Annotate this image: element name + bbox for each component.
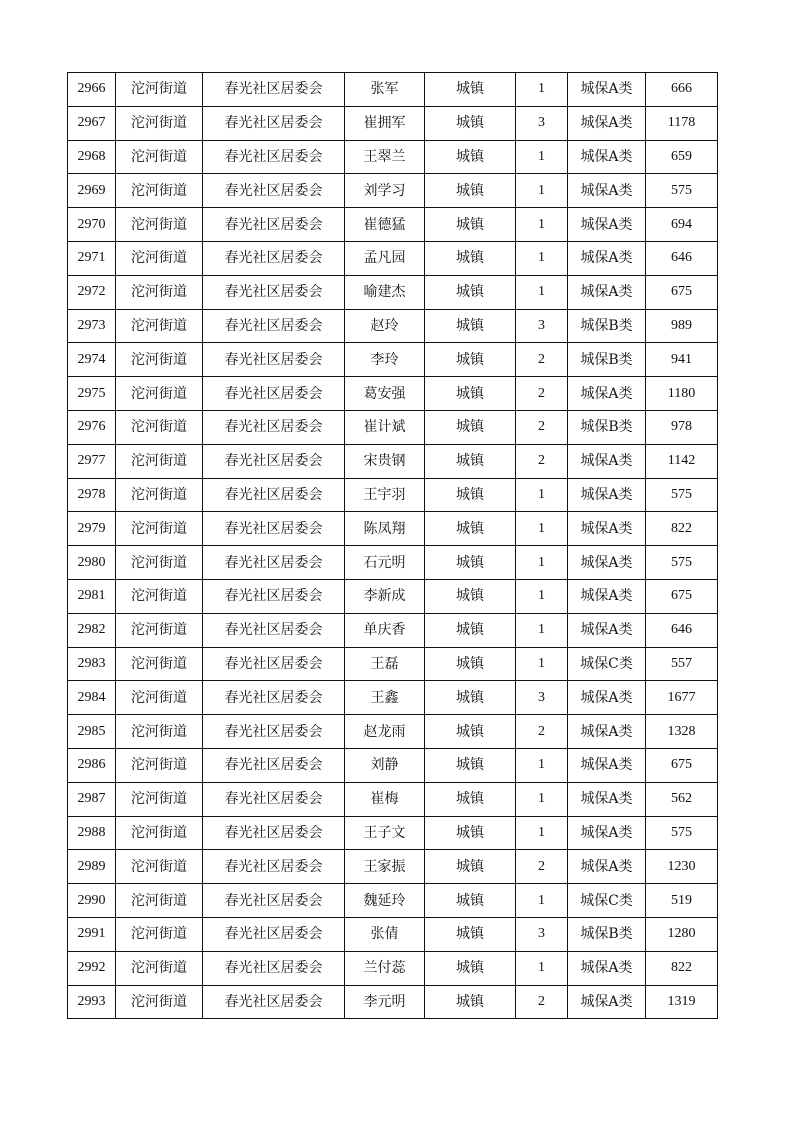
community-cell: 春光社区居委会 (203, 715, 345, 749)
row-number-cell: 2984 (68, 681, 116, 715)
category-cell: 城保A类 (568, 748, 646, 782)
category-cell: 城保A类 (568, 579, 646, 613)
table-row (68, 951, 718, 985)
member-count-cell: 1 (516, 275, 568, 309)
household-type-cell: 城镇 (425, 917, 516, 951)
community-cell: 春光社区居委会 (203, 275, 345, 309)
household-type-cell: 城镇 (425, 850, 516, 884)
community-cell: 春光社区居委会 (203, 478, 345, 512)
table-row (68, 647, 718, 681)
amount-cell: 646 (646, 613, 718, 647)
category-cell: 城保C类 (568, 647, 646, 681)
member-count-cell: 1 (516, 208, 568, 242)
member-count-cell: 1 (516, 613, 568, 647)
household-type-cell: 城镇 (425, 241, 516, 275)
category-cell: 城保A类 (568, 816, 646, 850)
table-row (68, 816, 718, 850)
amount-cell: 519 (646, 884, 718, 918)
street-cell: 沱河街道 (116, 951, 203, 985)
category-cell: 城保C类 (568, 884, 646, 918)
name-cell: 张倩 (345, 917, 425, 951)
name-cell: 葛安强 (345, 377, 425, 411)
row-number-cell: 2988 (68, 816, 116, 850)
member-count-cell: 2 (516, 985, 568, 1019)
category-cell: 城保A类 (568, 106, 646, 140)
name-cell: 赵龙雨 (345, 715, 425, 749)
member-count-cell: 1 (516, 884, 568, 918)
member-count-cell: 1 (516, 579, 568, 613)
member-count-cell: 3 (516, 681, 568, 715)
row-number-cell: 2985 (68, 715, 116, 749)
row-number-cell: 2977 (68, 444, 116, 478)
category-cell: 城保A类 (568, 444, 646, 478)
table-row (68, 782, 718, 816)
street-cell: 沱河街道 (116, 579, 203, 613)
category-cell: 城保B类 (568, 410, 646, 444)
amount-cell: 675 (646, 275, 718, 309)
household-type-cell: 城镇 (425, 106, 516, 140)
table-row (68, 917, 718, 951)
table-row (68, 884, 718, 918)
row-number-cell: 2972 (68, 275, 116, 309)
name-cell: 王家振 (345, 850, 425, 884)
name-cell: 喻建杰 (345, 275, 425, 309)
category-cell: 城保A类 (568, 715, 646, 749)
community-cell: 春光社区居委会 (203, 73, 345, 107)
name-cell: 崔拥军 (345, 106, 425, 140)
category-cell: 城保A类 (568, 512, 646, 546)
table-row (68, 410, 718, 444)
street-cell: 沱河街道 (116, 715, 203, 749)
amount-cell: 1230 (646, 850, 718, 884)
street-cell: 沱河街道 (116, 377, 203, 411)
category-cell: 城保B类 (568, 917, 646, 951)
row-number-cell: 2968 (68, 140, 116, 174)
amount-cell: 1280 (646, 917, 718, 951)
member-count-cell: 1 (516, 73, 568, 107)
household-type-cell: 城镇 (425, 715, 516, 749)
amount-cell: 675 (646, 579, 718, 613)
row-number-cell: 2991 (68, 917, 116, 951)
amount-cell: 1328 (646, 715, 718, 749)
name-cell: 崔德猛 (345, 208, 425, 242)
street-cell: 沱河街道 (116, 444, 203, 478)
amount-cell: 989 (646, 309, 718, 343)
member-count-cell: 1 (516, 174, 568, 208)
household-type-cell: 城镇 (425, 140, 516, 174)
community-cell: 春光社区居委会 (203, 850, 345, 884)
member-count-cell: 2 (516, 444, 568, 478)
street-cell: 沱河街道 (116, 410, 203, 444)
category-cell: 城保A类 (568, 275, 646, 309)
amount-cell: 562 (646, 782, 718, 816)
street-cell: 沱河街道 (116, 816, 203, 850)
amount-cell: 1178 (646, 106, 718, 140)
amount-cell: 675 (646, 748, 718, 782)
member-count-cell: 1 (516, 241, 568, 275)
table-row (68, 174, 718, 208)
amount-cell: 666 (646, 73, 718, 107)
table-row (68, 444, 718, 478)
amount-cell: 822 (646, 512, 718, 546)
category-cell: 城保A类 (568, 377, 646, 411)
community-cell: 春光社区居委会 (203, 917, 345, 951)
household-type-cell: 城镇 (425, 343, 516, 377)
row-number-cell: 2976 (68, 410, 116, 444)
table-row (68, 850, 718, 884)
amount-cell: 694 (646, 208, 718, 242)
member-count-cell: 1 (516, 647, 568, 681)
community-cell: 春光社区居委会 (203, 343, 345, 377)
row-number-cell: 2993 (68, 985, 116, 1019)
community-cell: 春光社区居委会 (203, 377, 345, 411)
roster-table (67, 72, 718, 1019)
category-cell: 城保A类 (568, 478, 646, 512)
street-cell: 沱河街道 (116, 917, 203, 951)
category-cell: 城保A类 (568, 782, 646, 816)
table-row (68, 241, 718, 275)
row-number-cell: 2974 (68, 343, 116, 377)
amount-cell: 941 (646, 343, 718, 377)
name-cell: 刘静 (345, 748, 425, 782)
name-cell: 李玲 (345, 343, 425, 377)
household-type-cell: 城镇 (425, 444, 516, 478)
member-count-cell: 3 (516, 309, 568, 343)
name-cell: 王磊 (345, 647, 425, 681)
amount-cell: 575 (646, 546, 718, 580)
street-cell: 沱河街道 (116, 140, 203, 174)
category-cell: 城保A类 (568, 951, 646, 985)
street-cell: 沱河街道 (116, 782, 203, 816)
street-cell: 沱河街道 (116, 647, 203, 681)
amount-cell: 1677 (646, 681, 718, 715)
street-cell: 沱河街道 (116, 613, 203, 647)
name-cell: 王子文 (345, 816, 425, 850)
name-cell: 王翠兰 (345, 140, 425, 174)
street-cell: 沱河街道 (116, 106, 203, 140)
community-cell: 春光社区居委会 (203, 106, 345, 140)
table-row (68, 309, 718, 343)
community-cell: 春光社区居委会 (203, 140, 345, 174)
amount-cell: 1142 (646, 444, 718, 478)
street-cell: 沱河街道 (116, 478, 203, 512)
community-cell: 春光社区居委会 (203, 444, 345, 478)
member-count-cell: 1 (516, 748, 568, 782)
community-cell: 春光社区居委会 (203, 782, 345, 816)
row-number-cell: 2979 (68, 512, 116, 546)
household-type-cell: 城镇 (425, 208, 516, 242)
row-number-cell: 2975 (68, 377, 116, 411)
category-cell: 城保A类 (568, 241, 646, 275)
household-type-cell: 城镇 (425, 579, 516, 613)
row-number-cell: 2982 (68, 613, 116, 647)
street-cell: 沱河街道 (116, 73, 203, 107)
household-type-cell: 城镇 (425, 309, 516, 343)
member-count-cell: 2 (516, 377, 568, 411)
category-cell: 城保A类 (568, 174, 646, 208)
table-row (68, 512, 718, 546)
amount-cell: 659 (646, 140, 718, 174)
member-count-cell: 1 (516, 478, 568, 512)
household-type-cell: 城镇 (425, 782, 516, 816)
street-cell: 沱河街道 (116, 174, 203, 208)
name-cell: 陈凤翔 (345, 512, 425, 546)
household-type-cell: 城镇 (425, 816, 516, 850)
street-cell: 沱河街道 (116, 884, 203, 918)
table-row (68, 546, 718, 580)
category-cell: 城保A类 (568, 681, 646, 715)
row-number-cell: 2992 (68, 951, 116, 985)
table-row (68, 140, 718, 174)
community-cell: 春光社区居委会 (203, 241, 345, 275)
category-cell: 城保A类 (568, 208, 646, 242)
row-number-cell: 2980 (68, 546, 116, 580)
community-cell: 春光社区居委会 (203, 647, 345, 681)
member-count-cell: 1 (516, 951, 568, 985)
household-type-cell: 城镇 (425, 174, 516, 208)
household-type-cell: 城镇 (425, 951, 516, 985)
table-row (68, 73, 718, 107)
row-number-cell: 2967 (68, 106, 116, 140)
table-row (68, 478, 718, 512)
category-cell: 城保A类 (568, 613, 646, 647)
community-cell: 春光社区居委会 (203, 613, 345, 647)
household-type-cell: 城镇 (425, 884, 516, 918)
name-cell: 孟凡园 (345, 241, 425, 275)
category-cell: 城保A类 (568, 73, 646, 107)
amount-cell: 1319 (646, 985, 718, 1019)
street-cell: 沱河街道 (116, 546, 203, 580)
amount-cell: 646 (646, 241, 718, 275)
table-row (68, 748, 718, 782)
name-cell: 张军 (345, 73, 425, 107)
street-cell: 沱河街道 (116, 241, 203, 275)
name-cell: 王宇羽 (345, 478, 425, 512)
row-number-cell: 2969 (68, 174, 116, 208)
member-count-cell: 1 (516, 816, 568, 850)
household-type-cell: 城镇 (425, 985, 516, 1019)
table-row (68, 681, 718, 715)
name-cell: 宋贵钢 (345, 444, 425, 478)
household-type-cell: 城镇 (425, 410, 516, 444)
community-cell: 春光社区居委会 (203, 816, 345, 850)
member-count-cell: 2 (516, 410, 568, 444)
community-cell: 春光社区居委会 (203, 208, 345, 242)
household-type-cell: 城镇 (425, 748, 516, 782)
row-number-cell: 2978 (68, 478, 116, 512)
community-cell: 春光社区居委会 (203, 681, 345, 715)
category-cell: 城保A类 (568, 985, 646, 1019)
name-cell: 石元明 (345, 546, 425, 580)
street-cell: 沱河街道 (116, 309, 203, 343)
street-cell: 沱河街道 (116, 208, 203, 242)
household-type-cell: 城镇 (425, 478, 516, 512)
row-number-cell: 2986 (68, 748, 116, 782)
table-row (68, 275, 718, 309)
row-number-cell: 2971 (68, 241, 116, 275)
household-type-cell: 城镇 (425, 512, 516, 546)
table-row (68, 106, 718, 140)
name-cell: 魏延玲 (345, 884, 425, 918)
amount-cell: 1180 (646, 377, 718, 411)
member-count-cell: 3 (516, 917, 568, 951)
amount-cell: 575 (646, 174, 718, 208)
member-count-cell: 2 (516, 850, 568, 884)
name-cell: 兰付蕊 (345, 951, 425, 985)
table-row (68, 579, 718, 613)
category-cell: 城保A类 (568, 546, 646, 580)
street-cell: 沱河街道 (116, 275, 203, 309)
table-row (68, 985, 718, 1019)
member-count-cell: 1 (516, 782, 568, 816)
name-cell: 李新成 (345, 579, 425, 613)
amount-cell: 575 (646, 816, 718, 850)
amount-cell: 978 (646, 410, 718, 444)
member-count-cell: 2 (516, 715, 568, 749)
street-cell: 沱河街道 (116, 343, 203, 377)
category-cell: 城保B类 (568, 343, 646, 377)
table-row (68, 343, 718, 377)
household-type-cell: 城镇 (425, 647, 516, 681)
roster-body (68, 73, 718, 1019)
table-row (68, 377, 718, 411)
community-cell: 春光社区居委会 (203, 579, 345, 613)
household-type-cell: 城镇 (425, 73, 516, 107)
community-cell: 春光社区居委会 (203, 546, 345, 580)
row-number-cell: 2970 (68, 208, 116, 242)
amount-cell: 575 (646, 478, 718, 512)
member-count-cell: 3 (516, 106, 568, 140)
community-cell: 春光社区居委会 (203, 309, 345, 343)
table-row (68, 715, 718, 749)
street-cell: 沱河街道 (116, 850, 203, 884)
row-number-cell: 2981 (68, 579, 116, 613)
community-cell: 春光社区居委会 (203, 884, 345, 918)
category-cell: 城保A类 (568, 850, 646, 884)
community-cell: 春光社区居委会 (203, 951, 345, 985)
category-cell: 城保B类 (568, 309, 646, 343)
row-number-cell: 2990 (68, 884, 116, 918)
name-cell: 崔梅 (345, 782, 425, 816)
name-cell: 崔计斌 (345, 410, 425, 444)
row-number-cell: 2989 (68, 850, 116, 884)
member-count-cell: 1 (516, 546, 568, 580)
row-number-cell: 2987 (68, 782, 116, 816)
table-row (68, 613, 718, 647)
community-cell: 春光社区居委会 (203, 985, 345, 1019)
name-cell: 李元明 (345, 985, 425, 1019)
community-cell: 春光社区居委会 (203, 512, 345, 546)
row-number-cell: 2983 (68, 647, 116, 681)
member-count-cell: 1 (516, 512, 568, 546)
row-number-cell: 2973 (68, 309, 116, 343)
household-type-cell: 城镇 (425, 275, 516, 309)
street-cell: 沱河街道 (116, 985, 203, 1019)
community-cell: 春光社区居委会 (203, 174, 345, 208)
member-count-cell: 1 (516, 140, 568, 174)
household-type-cell: 城镇 (425, 546, 516, 580)
table-row (68, 208, 718, 242)
name-cell: 刘学习 (345, 174, 425, 208)
street-cell: 沱河街道 (116, 748, 203, 782)
member-count-cell: 2 (516, 343, 568, 377)
amount-cell: 557 (646, 647, 718, 681)
name-cell: 单庆香 (345, 613, 425, 647)
household-type-cell: 城镇 (425, 613, 516, 647)
row-number-cell: 2966 (68, 73, 116, 107)
street-cell: 沱河街道 (116, 681, 203, 715)
household-type-cell: 城镇 (425, 377, 516, 411)
category-cell: 城保A类 (568, 140, 646, 174)
household-type-cell: 城镇 (425, 681, 516, 715)
name-cell: 赵玲 (345, 309, 425, 343)
name-cell: 王鑫 (345, 681, 425, 715)
street-cell: 沱河街道 (116, 512, 203, 546)
amount-cell: 822 (646, 951, 718, 985)
community-cell: 春光社区居委会 (203, 410, 345, 444)
community-cell: 春光社区居委会 (203, 748, 345, 782)
